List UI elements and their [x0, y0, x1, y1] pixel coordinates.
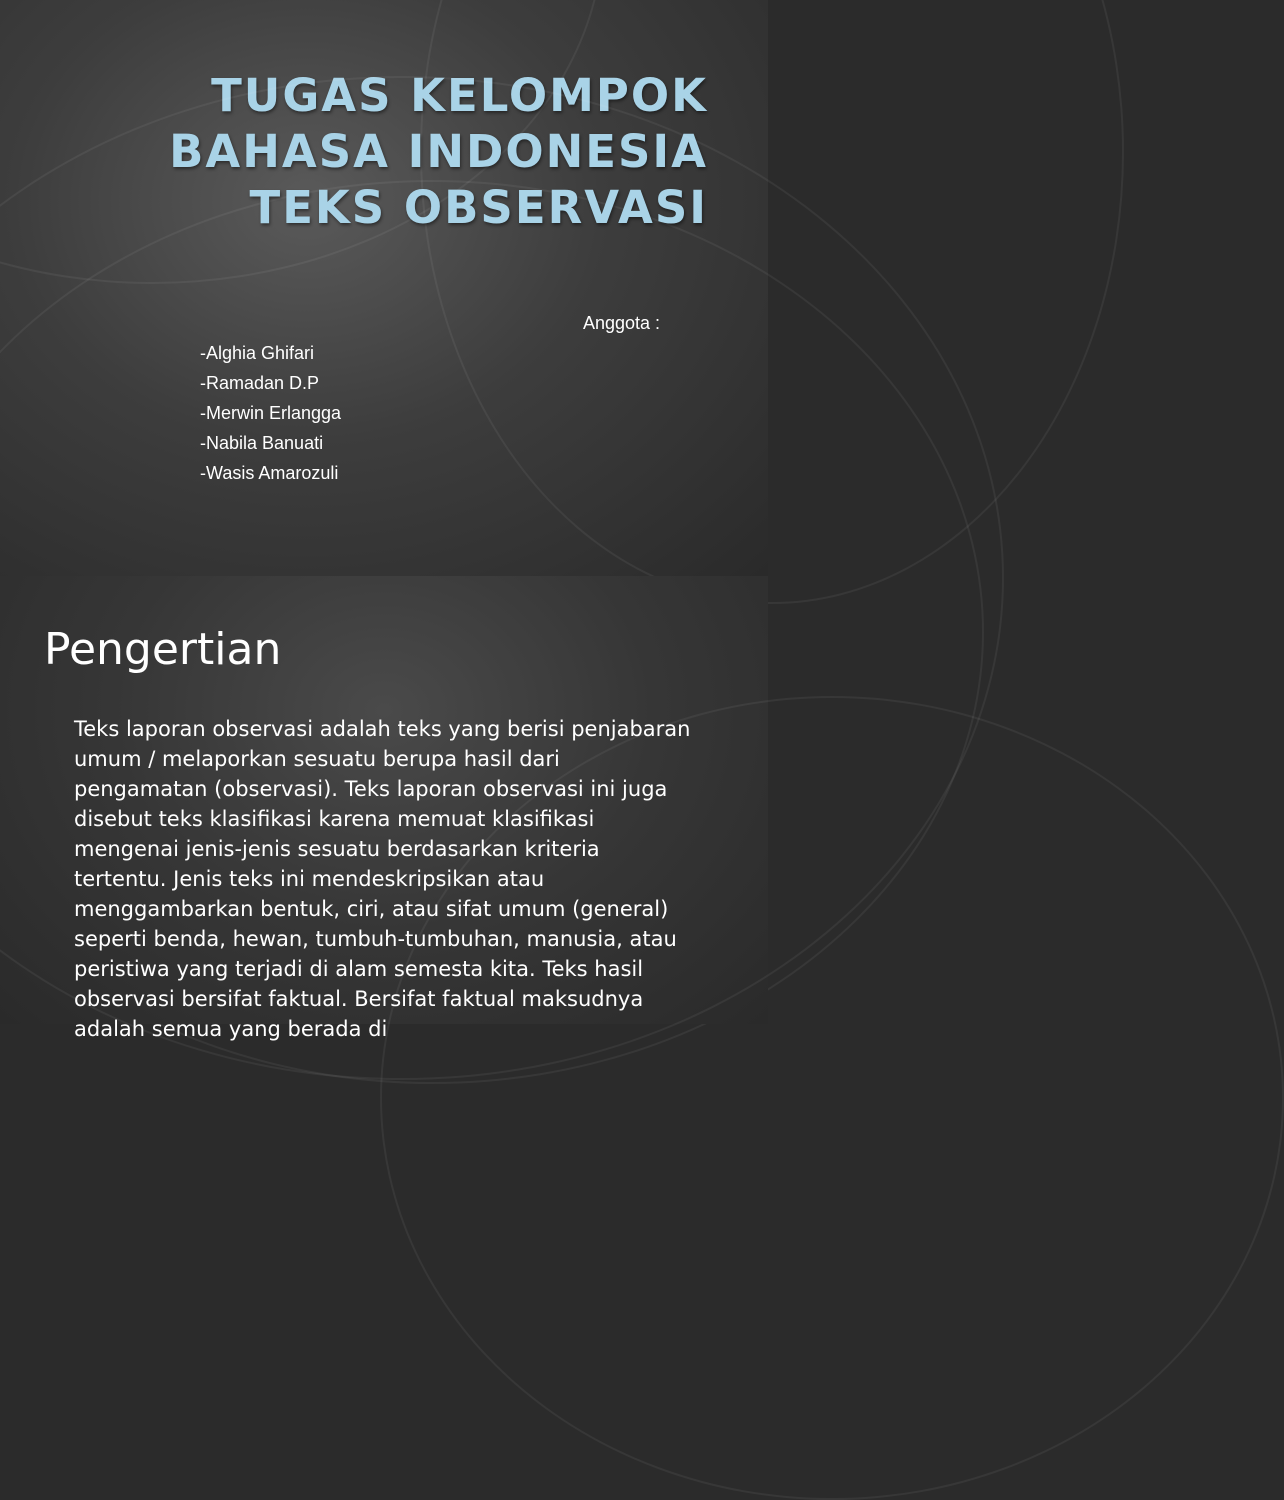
slide-body-text: Teks laporan observasi adalah teks yang berisi penjabaran umum / melaporkan sesuatu berupa hasil dari pengamatan (observasi). Teks laporan observasi ini juga disebut teks klasifikasi karena memuat klasifikasi mengenai jenis-jenis sesuatu berdasarkan kriteria tertentu. Jenis teks ini mendeskripsikan atau menggambarkan bentuk, ciri, atau sifat umum (general) seperti benda, hewan, tumbuh-tumbuhan, manusia, atau peristiwa yang terjadi di alam semesta kita. Teks hasil observasi bersifat faktual. Bersifat faktual maksudnya adalah semua yang berada di: [74, 717, 691, 1041]
member-item: -Merwin Erlangga: [200, 403, 342, 423]
slide-heading: Pengertian: [44, 624, 282, 675]
content-slide: [0, 576, 768, 1041]
title-line: TEKS OBSERVASI: [249, 181, 708, 234]
member-item: -Alghia Ghifari: [200, 343, 315, 363]
member-item: -Wasis Amarozuli: [200, 463, 339, 483]
member-item: -Ramadan D.P: [200, 373, 320, 393]
member-item: -Nabila Banuati: [200, 433, 324, 453]
title-line: BAHASA INDONESIA: [169, 125, 708, 178]
title-line: TUGAS KELOMPOK: [211, 69, 708, 122]
members-label: Anggota :: [582, 313, 660, 333]
